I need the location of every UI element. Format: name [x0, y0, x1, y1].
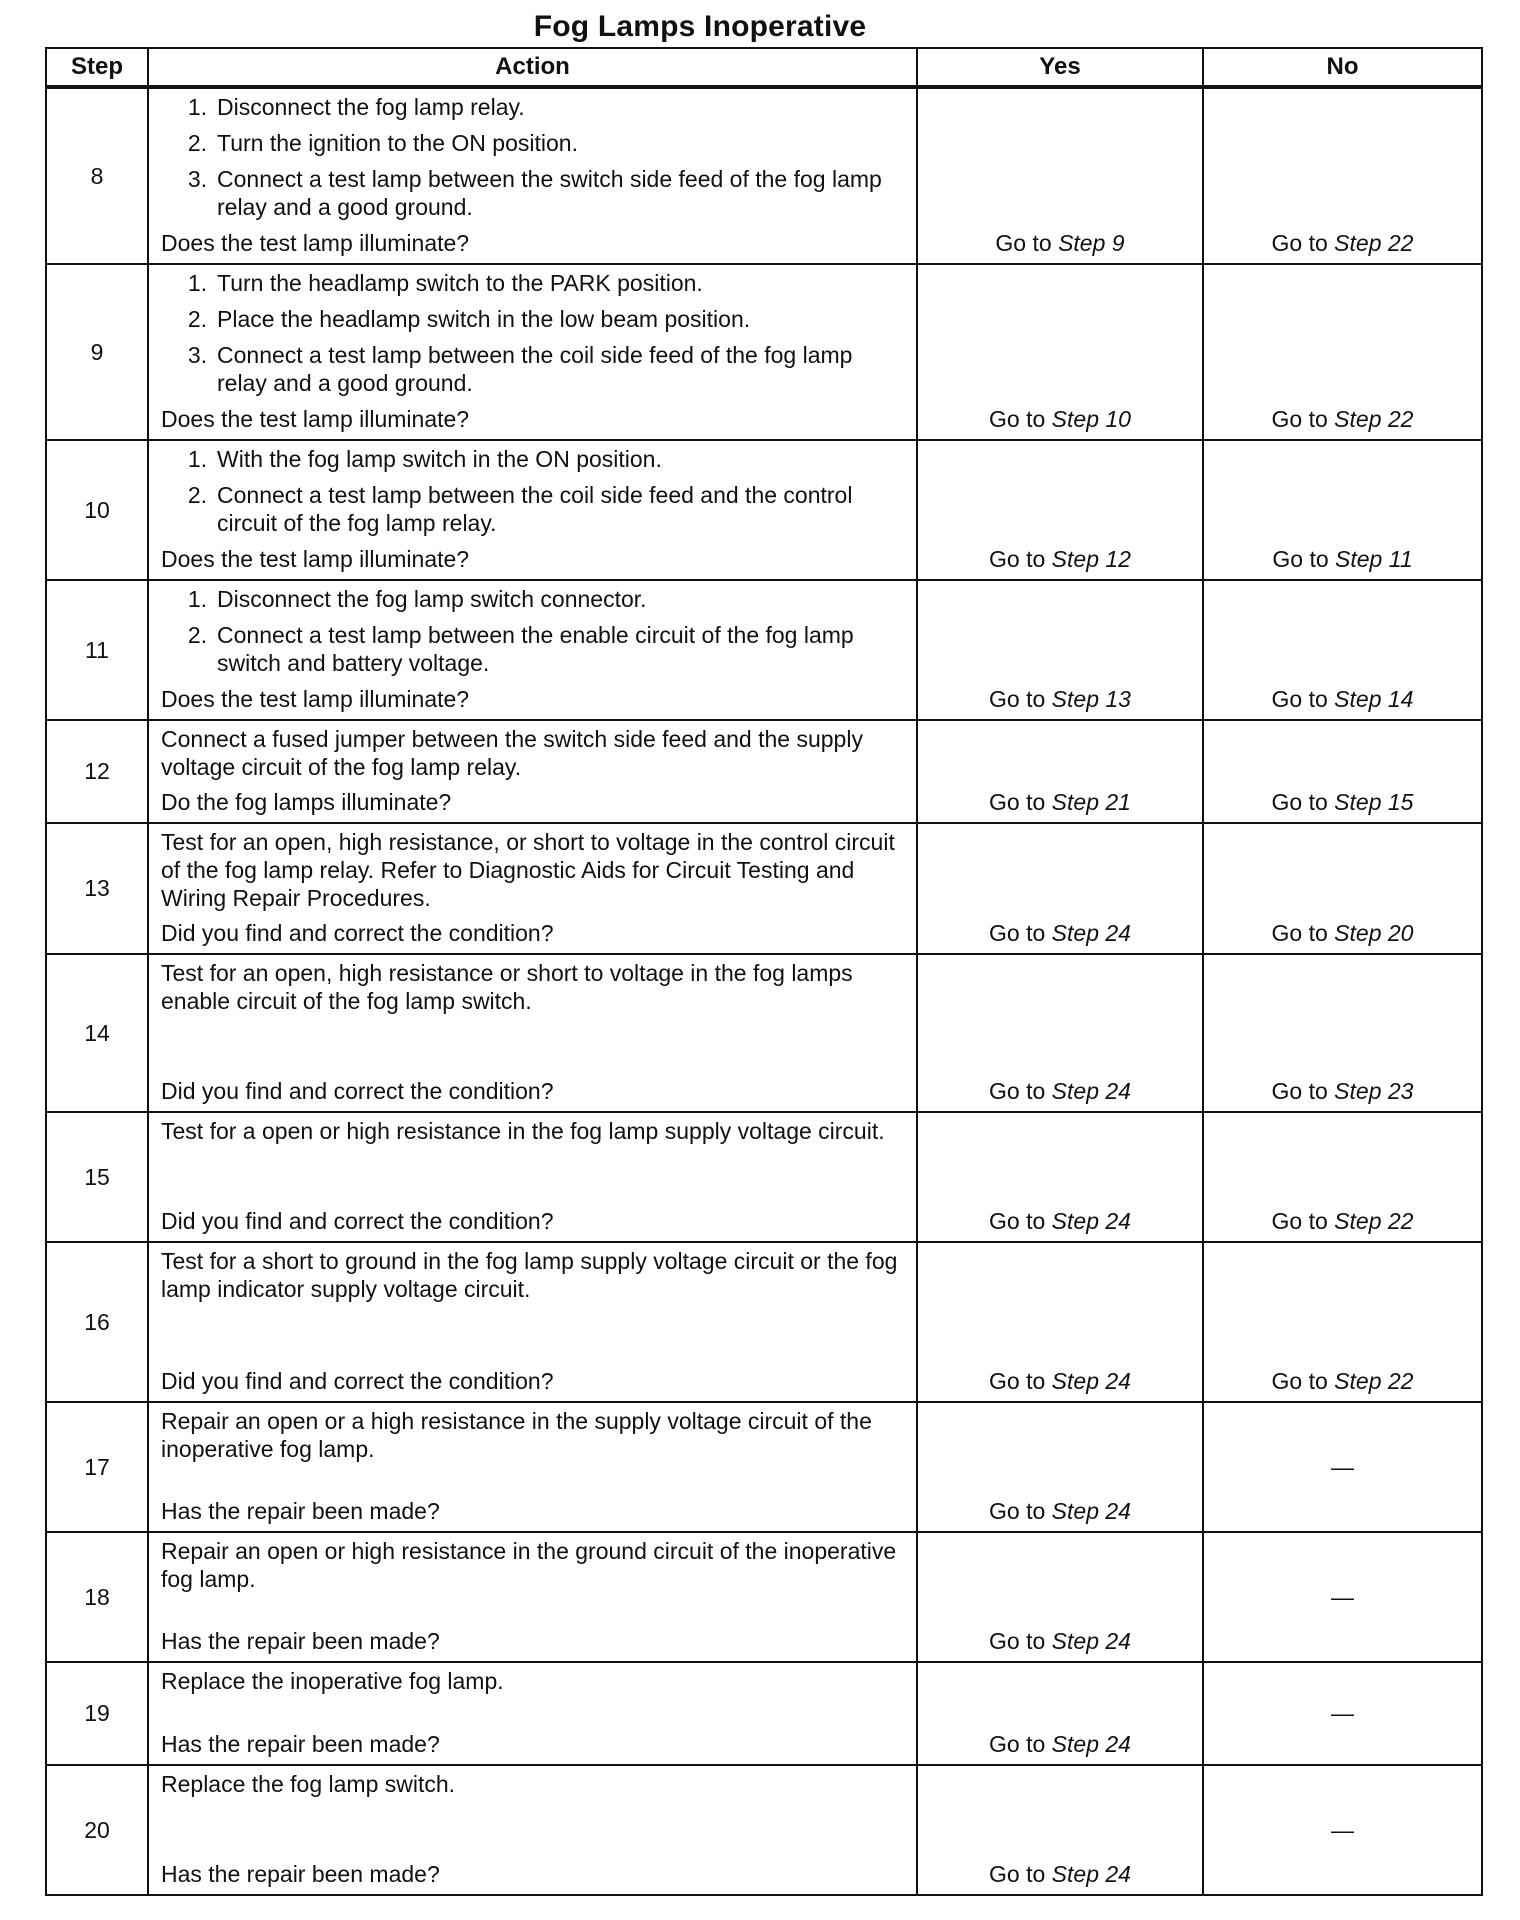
yes-prefix: Go to [995, 230, 1059, 256]
table-row [46, 580, 1482, 720]
step-number: 18 [46, 1532, 148, 1662]
list-item: 2. Connect a test lamp between the enable circuit of the fog lamp switch and battery voltage. [161, 621, 906, 677]
table-row [46, 87, 1482, 264]
yes-cell [917, 440, 1203, 580]
step-number: 9 [46, 264, 148, 440]
yes-step-link: Step 13 [1051, 686, 1131, 712]
action-cell [148, 1532, 917, 1662]
step-number: 8 [46, 87, 148, 264]
step-number: 16 [46, 1242, 148, 1402]
action-step-text: With the fog lamp switch in the ON position. [217, 446, 662, 472]
list-item: 2. Turn the ignition to the ON position. [187, 130, 578, 156]
action-cell [148, 1242, 917, 1402]
no-prefix: Go to [1271, 406, 1335, 432]
step-number: 14 [46, 954, 148, 1112]
action-question: Do the fog lamps illuminate? [161, 789, 452, 815]
yes-step-link: Step 24 [1051, 1731, 1131, 1757]
action-question: Has the repair been made? [161, 1731, 440, 1757]
yes-prefix: Go to [989, 1208, 1052, 1234]
yes-step-link: Step 24 [1051, 1368, 1131, 1394]
no-step-link: Step 14 [1334, 686, 1414, 712]
yes-prefix: Go to [989, 546, 1052, 572]
no-cell-empty: — [1203, 1402, 1482, 1532]
action-text: Repair an open or high resistance in the ground circuit of the inoperative fog lamp. [161, 1538, 897, 1592]
action-step-text: Connect a test lamp between the coil side feed and the control circuit of the fog lamp relay. [217, 482, 853, 536]
yes-prefix: Go to [989, 920, 1052, 946]
no-prefix: Go to [1271, 230, 1335, 256]
table-row [46, 1765, 1482, 1895]
yes-cell [917, 720, 1203, 823]
yes-prefix: Go to [989, 789, 1052, 815]
action-step-text: Place the headlamp switch in the low beam position. [217, 306, 751, 332]
action-text: Repair an open or a high resistance in the supply voltage circuit of the inoperative fog lamp. [161, 1408, 872, 1462]
no-step-link: Step 15 [1334, 789, 1414, 815]
action-steps-list [161, 585, 906, 685]
no-prefix: Go to [1271, 1208, 1335, 1234]
no-step-link: Step 22 [1334, 230, 1414, 256]
yes-step-link: Step 9 [1058, 230, 1125, 256]
list-item: 3. Connect a test lamp between the switch side feed of the fog lamp relay and a good ground. [161, 165, 906, 221]
no-cell [1203, 720, 1482, 823]
action-cell [148, 720, 917, 823]
list-item: 2. Place the headlamp switch in the low beam position. [187, 306, 751, 332]
action-text: Replace the inoperative fog lamp. [161, 1668, 504, 1694]
table-row [46, 1532, 1482, 1662]
action-steps-list [161, 445, 906, 545]
action-text: Replace the fog lamp switch. [161, 1771, 456, 1797]
list-item: 2. Connect a test lamp between the coil side feed and the control circuit of the fog lamp relay. [161, 481, 906, 537]
header-yes: Yes [917, 48, 1203, 87]
action-steps-list [161, 269, 906, 405]
yes-prefix: Go to [989, 1861, 1052, 1887]
action-text: Connect a fused jumper between the switch side feed and the supply voltage circuit of the fog lamp relay. [161, 726, 863, 780]
action-step-text: Connect a test lamp between the enable circuit of the fog lamp switch and battery voltage. [217, 622, 854, 676]
no-cell-empty: — [1203, 1765, 1482, 1895]
list-item: 3. Connect a test lamp between the coil side feed of the fog lamp relay and a good ground. [161, 341, 906, 397]
step-number: 13 [46, 823, 148, 954]
yes-prefix: Go to [989, 1628, 1052, 1654]
no-step-link: Step 23 [1334, 1078, 1414, 1104]
yes-cell [917, 1242, 1203, 1402]
no-prefix: Go to [1272, 546, 1336, 572]
action-cell [148, 264, 917, 440]
no-step-link: Step 22 [1334, 1208, 1414, 1234]
yes-cell [917, 87, 1203, 264]
action-question: Has the repair been made? [161, 1498, 440, 1524]
page-title: Fog Lamps Inoperative [533, 10, 867, 43]
step-number: 20 [46, 1765, 148, 1895]
action-question: Did you find and correct the condition? [161, 1078, 554, 1104]
yes-cell [917, 954, 1203, 1112]
table-body [46, 87, 1482, 1895]
yes-step-link: Step 24 [1051, 1498, 1131, 1524]
action-question: Did you find and correct the condition? [161, 1368, 554, 1394]
action-cell [148, 1662, 917, 1765]
yes-cell [917, 580, 1203, 720]
yes-prefix: Go to [989, 1078, 1052, 1104]
yes-step-link: Step 12 [1051, 546, 1131, 572]
action-cell [148, 440, 917, 580]
action-step-text: Disconnect the fog lamp relay. [217, 94, 525, 120]
yes-step-link: Step 10 [1051, 406, 1131, 432]
header-no: No [1203, 48, 1482, 87]
action-text: Test for an open, high resistance, or short to voltage in the control circuit of the fog lamp relay. Refer to Diagnostic Aids for Circuit Testing and Wiring Repair Procedures. [161, 829, 895, 911]
no-step-link: Step 20 [1334, 920, 1414, 946]
yes-prefix: Go to [989, 1731, 1052, 1757]
step-number: 17 [46, 1402, 148, 1532]
yes-cell [917, 264, 1203, 440]
yes-cell [917, 1765, 1203, 1895]
no-cell [1203, 1112, 1482, 1242]
action-cell [148, 87, 917, 264]
no-cell [1203, 264, 1482, 440]
step-number: 10 [46, 440, 148, 580]
yes-cell [917, 1112, 1203, 1242]
action-text: Test for a short to ground in the fog lamp supply voltage circuit or the fog lamp indicator supply voltage circuit. [161, 1248, 898, 1302]
header-action: Action [148, 48, 917, 87]
action-question: Did you find and correct the condition? [161, 920, 554, 946]
yes-cell [917, 1662, 1203, 1765]
action-question: Does the test lamp illuminate? [161, 406, 470, 432]
step-number: 11 [46, 580, 148, 720]
table-header-row [46, 48, 1482, 87]
action-question: Did you find and correct the condition? [161, 1208, 554, 1234]
action-question: Does the test lamp illuminate? [161, 546, 470, 572]
no-cell [1203, 823, 1482, 954]
header-step: Step [46, 48, 148, 87]
table-row [46, 1662, 1482, 1765]
yes-step-link: Step 24 [1051, 1861, 1131, 1887]
table-row [46, 1112, 1482, 1242]
action-step-text: Turn the headlamp switch to the PARK position. [217, 270, 703, 296]
no-cell [1203, 1242, 1482, 1402]
yes-prefix: Go to [989, 406, 1052, 432]
table-row [46, 1242, 1482, 1402]
action-cell [148, 823, 917, 954]
no-cell [1203, 580, 1482, 720]
no-step-link: Step 22 [1334, 1368, 1414, 1394]
table-row [46, 440, 1482, 580]
no-cell-empty: — [1203, 1662, 1482, 1765]
yes-prefix: Go to [989, 686, 1052, 712]
list-item: 1. Disconnect the fog lamp switch connector. [187, 586, 647, 612]
action-cell [148, 1402, 917, 1532]
action-step-text: Turn the ignition to the ON position. [217, 130, 578, 156]
no-cell [1203, 440, 1482, 580]
action-cell [148, 1765, 917, 1895]
action-question: Does the test lamp illuminate? [161, 686, 470, 712]
yes-prefix: Go to [989, 1368, 1052, 1394]
list-item: 1. Disconnect the fog lamp relay. [187, 94, 525, 120]
action-text: Test for an open, high resistance or short to voltage in the fog lamps enable circuit of the fog lamp switch. [161, 960, 853, 1014]
action-text: Test for a open or high resistance in the fog lamp supply voltage circuit. [161, 1118, 885, 1144]
action-cell [148, 1112, 917, 1242]
list-item: 1. Turn the headlamp switch to the PARK position. [187, 270, 703, 296]
no-prefix: Go to [1271, 920, 1335, 946]
diagnostic-table [45, 47, 1483, 1896]
no-cell [1203, 954, 1482, 1112]
action-question: Does the test lamp illuminate? [161, 230, 470, 256]
table-row [46, 823, 1482, 954]
yes-step-link: Step 24 [1051, 1208, 1131, 1234]
yes-step-link: Step 24 [1051, 1078, 1131, 1104]
table-row [46, 1402, 1482, 1532]
action-cell [148, 580, 917, 720]
no-step-link: Step 11 [1335, 546, 1413, 572]
yes-cell [917, 823, 1203, 954]
no-prefix: Go to [1271, 1368, 1335, 1394]
no-prefix: Go to [1271, 1078, 1335, 1104]
list-item: 1. With the fog lamp switch in the ON position. [187, 446, 662, 472]
step-number: 15 [46, 1112, 148, 1242]
yes-step-link: Step 21 [1051, 789, 1131, 815]
no-prefix: Go to [1271, 686, 1335, 712]
action-step-text: Disconnect the fog lamp switch connector. [217, 586, 647, 612]
table-row [46, 264, 1482, 440]
table-row [46, 954, 1482, 1112]
action-question: Has the repair been made? [161, 1861, 440, 1887]
no-cell-empty: — [1203, 1532, 1482, 1662]
yes-prefix: Go to [989, 1498, 1052, 1524]
no-step-link: Step 22 [1334, 406, 1414, 432]
action-question: Has the repair been made? [161, 1628, 440, 1654]
yes-step-link: Step 24 [1051, 920, 1131, 946]
table-row [46, 720, 1482, 823]
action-step-text: Connect a test lamp between the coil side feed of the fog lamp relay and a good ground. [217, 342, 853, 396]
action-cell [148, 954, 917, 1112]
action-step-text: Connect a test lamp between the switch side feed of the fog lamp relay and a good ground. [217, 166, 882, 220]
no-prefix: Go to [1271, 789, 1335, 815]
no-cell [1203, 87, 1482, 264]
step-number: 19 [46, 1662, 148, 1765]
yes-cell [917, 1402, 1203, 1532]
action-steps-list [161, 93, 906, 229]
yes-cell [917, 1532, 1203, 1662]
yes-step-link: Step 24 [1051, 1628, 1131, 1654]
step-number: 12 [46, 720, 148, 823]
